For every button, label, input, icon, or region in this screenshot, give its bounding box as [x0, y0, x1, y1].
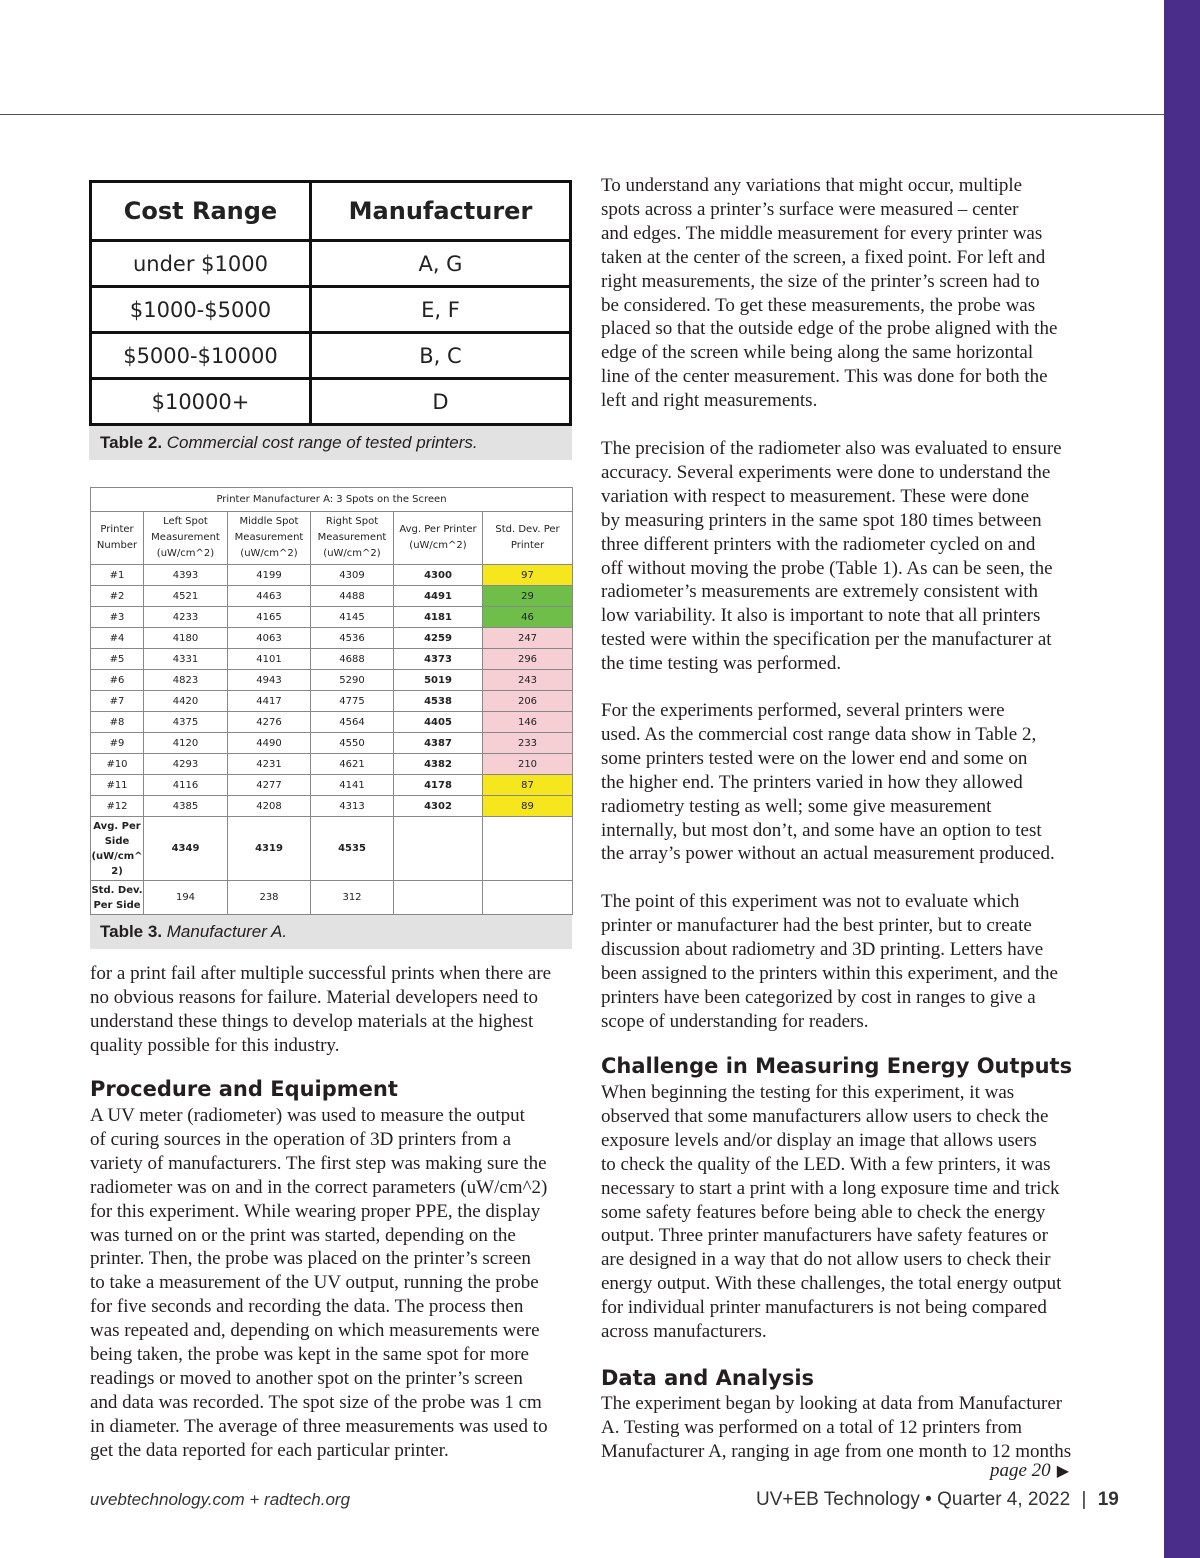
left-spot-cell: 4331 — [144, 649, 228, 670]
left-spot-cell: 4375 — [144, 712, 228, 733]
middle-spot-cell: 4463 — [228, 586, 311, 607]
table-body — [91, 565, 573, 817]
caption-label: Table 2. — [100, 433, 163, 452]
footer-separator: | — [1081, 1489, 1087, 1510]
sd-side-left: 194 — [144, 881, 228, 915]
printer-number-cell: #4 — [91, 628, 144, 649]
avg-per-printer-cell: 4181 — [394, 607, 483, 628]
empty-cell — [483, 881, 573, 915]
std-dev-cell: 87 — [483, 775, 573, 796]
table-3 — [90, 487, 572, 949]
left-spot-cell: 4393 — [144, 565, 228, 586]
right-spot-cell: 4564 — [311, 712, 394, 733]
middle-spot-cell: 4276 — [228, 712, 311, 733]
avg-per-printer-cell: 4491 — [394, 586, 483, 607]
right-spot-cell: 4536 — [311, 628, 394, 649]
page-number: 19 — [1097, 1489, 1119, 1510]
manufacturer-cell: E, F — [310, 287, 570, 333]
left-spot-cell: 4233 — [144, 607, 228, 628]
printer-number-cell: #10 — [91, 754, 144, 775]
header-cost-range: Cost Range — [91, 182, 311, 241]
purple-sidebar — [1164, 0, 1200, 1558]
table-row — [91, 607, 573, 628]
empty-cell — [394, 817, 483, 881]
table-header-row — [91, 512, 573, 565]
std-dev-cell: 97 — [483, 565, 573, 586]
table-row — [91, 628, 573, 649]
header-printer-number: Printer Number — [91, 512, 144, 565]
avg-per-side-row — [91, 817, 573, 881]
publication-title: UV+EB Technology • Quarter 4, 2022 — [756, 1489, 1071, 1510]
middle-spot-cell: 4231 — [228, 754, 311, 775]
variations-paragraph: To understand any variations that might occur, multiple spots across a printer’s surface were measured – center and edges. The middle measurement for every printer was taken at the center of the screen, a fixed point. For left and right measurements, the size of the printer’s screen had to be considered. To get these measurements, the probe was placed so that the outside edge of the probe aligned with the edge of the screen while being along the same horizontal line of the center measurement. This was done for both the left and right measurements. — [601, 175, 1058, 412]
left-spot-cell: 4116 — [144, 775, 228, 796]
printer-number-cell: #3 — [91, 607, 144, 628]
caption-text: Commercial cost range of tested printers. — [162, 433, 478, 452]
middle-spot-cell: 4277 — [228, 775, 311, 796]
std-dev-per-side-label: Std. Dev. Per Side — [91, 881, 144, 915]
std-dev-cell: 210 — [483, 754, 573, 775]
sd-side-right: 312 — [311, 881, 394, 915]
arrow-right-icon: ▶ — [1056, 1463, 1069, 1480]
manufacturer-cell: A, G — [310, 241, 570, 287]
table-title-row — [91, 488, 573, 512]
footer-publication — [756, 1489, 1119, 1511]
right-spot-cell: 4621 — [311, 754, 394, 775]
sd-side-middle: 238 — [228, 881, 311, 915]
cost-range-cell: $5000-$10000 — [91, 333, 311, 379]
manufacturer-cell: B, C — [310, 333, 570, 379]
left-spot-cell: 4521 — [144, 586, 228, 607]
header-manufacturer: Manufacturer — [310, 182, 570, 241]
printer-number-cell: #8 — [91, 712, 144, 733]
experiments-paragraph: For the experiments performed, several printers were used. As the commercial cost range data show in Table 2, some printers tested were on the lower end and some on the higher end. The printers varied in how they allowed radiometry testing as well; some give measurement internally, but most don’t, and some have an option to test the array’s power without an actual measurement produced. — [601, 700, 1055, 865]
printer-number-cell: #12 — [91, 796, 144, 817]
header-avg-per-printer: Avg. Per Printer (uW/cm^2) — [394, 512, 483, 565]
avg-side-middle: 4319 — [228, 817, 311, 881]
manufacturer-cell: D — [310, 379, 570, 425]
avg-per-side-label: Avg. Per Side (uW/cm^ 2) — [91, 817, 144, 881]
table-row — [91, 733, 573, 754]
footer-websites: uvebtechnology.com + radtech.org — [90, 1490, 351, 1509]
printer-number-cell: #2 — [91, 586, 144, 607]
table-row — [91, 241, 571, 287]
middle-spot-cell: 4101 — [228, 649, 311, 670]
table-row — [91, 586, 573, 607]
printer-number-cell: #1 — [91, 565, 144, 586]
table-2 — [89, 180, 572, 460]
right-spot-cell: 5290 — [311, 670, 394, 691]
right-spot-cell: 4775 — [311, 691, 394, 712]
table-row — [91, 775, 573, 796]
right-spot-cell: 4688 — [311, 649, 394, 670]
middle-spot-cell: 4199 — [228, 565, 311, 586]
table-row — [91, 287, 571, 333]
left-spot-cell: 4120 — [144, 733, 228, 754]
middle-spot-cell: 4063 — [228, 628, 311, 649]
challenge-heading: Challenge in Measuring Energy Outputs — [601, 1054, 1073, 1078]
avg-per-printer-cell: 4373 — [394, 649, 483, 670]
header-left-spot: Left Spot Measurement (uW/cm^2) — [144, 512, 228, 565]
middle-spot-cell: 4417 — [228, 691, 311, 712]
std-dev-cell: 146 — [483, 712, 573, 733]
table-row — [91, 691, 573, 712]
middle-spot-cell: 4165 — [228, 607, 311, 628]
printer-number-cell: #11 — [91, 775, 144, 796]
left-spot-cell: 4180 — [144, 628, 228, 649]
table-row — [91, 379, 571, 425]
procedure-heading: Procedure and Equipment — [90, 1077, 398, 1101]
printer-number-cell: #7 — [91, 691, 144, 712]
avg-per-printer-cell: 4387 — [394, 733, 483, 754]
std-dev-cell: 247 — [483, 628, 573, 649]
avg-per-printer-cell: 4405 — [394, 712, 483, 733]
std-dev-cell: 243 — [483, 670, 573, 691]
std-dev-cell: 29 — [483, 586, 573, 607]
avg-per-printer-cell: 4538 — [394, 691, 483, 712]
left-spot-cell: 4385 — [144, 796, 228, 817]
printer-number-cell: #9 — [91, 733, 144, 754]
challenge-paragraph: When beginning the testing for this experiment, it was observed that some manufacturers allow users to check the exposure levels and/or display an image that allows users to check the quality of the LED. With a few printers, it was necessary to start a print with a long exposure time and trick some safety features before being able to check the energy output. Three printer manufacturers have safety features or are designed in a way that do not allow users to check their energy output. With these challenges, the total energy output for individual printer manufacturers is not being compared across manufacturers. — [601, 1082, 1062, 1343]
intro-paragraph: for a print fail after multiple successful prints when there are no obvious reasons for failure. Material developers need to understand these things to develop materials at the highest quality possible for this industry. — [90, 963, 552, 1056]
table-row — [91, 333, 571, 379]
cost-range-table — [89, 180, 572, 426]
right-spot-cell: 4145 — [311, 607, 394, 628]
empty-cell — [394, 881, 483, 915]
avg-side-right: 4535 — [311, 817, 394, 881]
table-row — [91, 712, 573, 733]
table-row — [91, 670, 573, 691]
table-title: Printer Manufacturer A: 3 Spots on the Screen — [91, 488, 573, 512]
std-dev-cell: 233 — [483, 733, 573, 754]
std-dev-cell: 46 — [483, 607, 573, 628]
table-row — [91, 565, 573, 586]
printer-number-cell: #5 — [91, 649, 144, 670]
right-spot-cell: 4141 — [311, 775, 394, 796]
table-2-caption — [89, 426, 572, 460]
right-spot-cell: 4550 — [311, 733, 394, 754]
cost-range-cell: $1000-$5000 — [91, 287, 311, 333]
point-paragraph: The point of this experiment was not to evaluate which printer or manufacturer had the best printer, but to create discussion about radiometry and 3D printing. Letters have been assigned to the printers within this experiment, and the printers have been categorized by cost in ranges to give a scope of understanding for readers. — [601, 891, 1058, 1032]
std-dev-per-side-row — [91, 881, 573, 915]
manufacturer-a-table — [90, 487, 573, 915]
std-dev-cell: 296 — [483, 649, 573, 670]
middle-spot-cell: 4490 — [228, 733, 311, 754]
avg-per-printer-cell: 5019 — [394, 670, 483, 691]
continued-link[interactable] — [990, 1460, 1069, 1482]
caption-text: Manufacturer A. — [162, 922, 288, 941]
table-row — [91, 754, 573, 775]
header-std-dev-per-printer: Std. Dev. Per Printer — [483, 512, 573, 565]
left-spot-cell: 4293 — [144, 754, 228, 775]
data-analysis-heading: Data and Analysis — [601, 1366, 815, 1390]
table-header-row — [91, 182, 571, 241]
cost-range-cell: $10000+ — [91, 379, 311, 425]
middle-spot-cell: 4208 — [228, 796, 311, 817]
table-row — [91, 796, 573, 817]
middle-spot-cell: 4943 — [228, 670, 311, 691]
right-spot-cell: 4488 — [311, 586, 394, 607]
cost-range-cell: under $1000 — [91, 241, 311, 287]
left-spot-cell: 4420 — [144, 691, 228, 712]
continued-text: page 20 — [990, 1460, 1051, 1481]
std-dev-cell: 206 — [483, 691, 573, 712]
caption-label: Table 3. — [100, 922, 163, 941]
avg-per-printer-cell: 4302 — [394, 796, 483, 817]
procedure-paragraph: A UV meter (radiometer) was used to measure the output of curing sources in the operation of 3D printers from a variety of manufacturers. The first step was making sure the radiometer was on and in the correct parameters (uW/cm^2) for this experiment. While wearing proper PPE, the display was turned on or the print was started, depending on the printer. Then, the probe was placed on the printer’s screen to take a measurement of the UV output, running the probe for five seconds and recording the data. The process then was repeated and, depending on which measurements were being taken, the probe was kept in the same spot for more readings or moved to another spot on the printer’s screen and data was recorded. The spot size of the probe was 1 cm in diameter. The average of three measurements was used to get the data reported for each particular printer. — [90, 1105, 548, 1461]
header-middle-spot: Middle Spot Measurement (uW/cm^2) — [228, 512, 311, 565]
precision-paragraph: The precision of the radiometer also was evaluated to ensure accuracy. Several experiments were done to understand the variation with respect to measurement. These were done by measuring printers in the same spot 180 times between three different printers with the radiometer cycled on and off without moving the probe (Table 1). As can be seen, the radiometer’s measurements are extremely consistent with low variability. It also is important to note that all printers tested were within the specification per the manufacturer at the time testing was performed. — [601, 438, 1062, 675]
avg-per-printer-cell: 4178 — [394, 775, 483, 796]
right-spot-cell: 4313 — [311, 796, 394, 817]
right-spot-cell: 4309 — [311, 565, 394, 586]
data-analysis-paragraph: The experiment began by looking at data from Manufacturer A. Testing was performed on a total of 12 printers from Manufacturer A, ranging in age from one month to 12 months — [601, 1393, 1072, 1462]
header-rule — [0, 114, 1164, 115]
header-right-spot: Right Spot Measurement (uW/cm^2) — [311, 512, 394, 565]
avg-per-printer-cell: 4382 — [394, 754, 483, 775]
table-row — [91, 649, 573, 670]
avg-side-left: 4349 — [144, 817, 228, 881]
avg-per-printer-cell: 4300 — [394, 565, 483, 586]
table-3-caption — [90, 915, 572, 949]
empty-cell — [483, 817, 573, 881]
printer-number-cell: #6 — [91, 670, 144, 691]
left-spot-cell: 4823 — [144, 670, 228, 691]
std-dev-cell: 89 — [483, 796, 573, 817]
avg-per-printer-cell: 4259 — [394, 628, 483, 649]
